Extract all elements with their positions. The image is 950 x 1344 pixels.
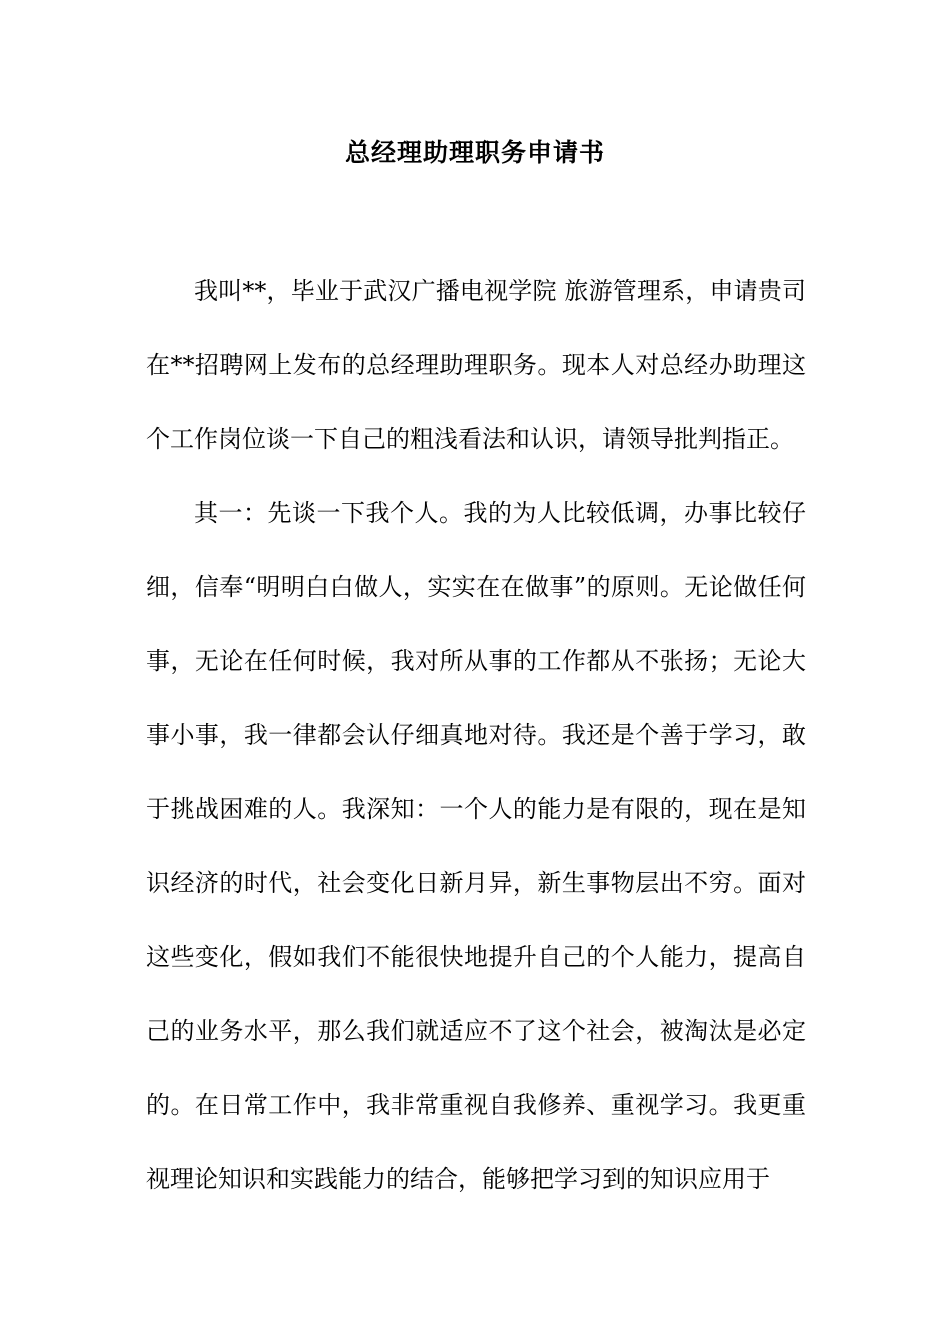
document-title: 总经理助理职务申请书	[344, 138, 605, 167]
document-body	[146, 254, 806, 1216]
paragraph-intro: 我叫**，毕业于武汉广播电视学院 旅游管理系，申请贵司在**招聘网上发布的总经理助理职务。现本人对总经办助理这个工作岗位谈一下自己的粗浅看法和认识，请领导批判指正。	[146, 277, 806, 453]
paragraph-personal: 其一：先谈一下我个人。我的为人比较低调，办事比较仔细，信奉“明明白白做人，实实在在做事”的原则。无论做任何事，无论在任何时候，我对所从事的工作都从不张扬；无论大事小事，我一律都会认仔细真地对待。我还是个善于学习，敢于挑战困难的人。我深知：一个人的能力是有限的，现在是知识经济的时代，社会变化日新月异，新生事物层出不穷。面对这些变化，假如我们不能很快地提升自己的个人能力，提高自己的业务水平，那么我们就适应不了这个社会，被淘汰是必定的。在日常工作中，我非常重视自我修养、重视学习。我更重视理论知识和实践能力的结合，能够把学习到的知识应用于	[146, 499, 806, 1193]
